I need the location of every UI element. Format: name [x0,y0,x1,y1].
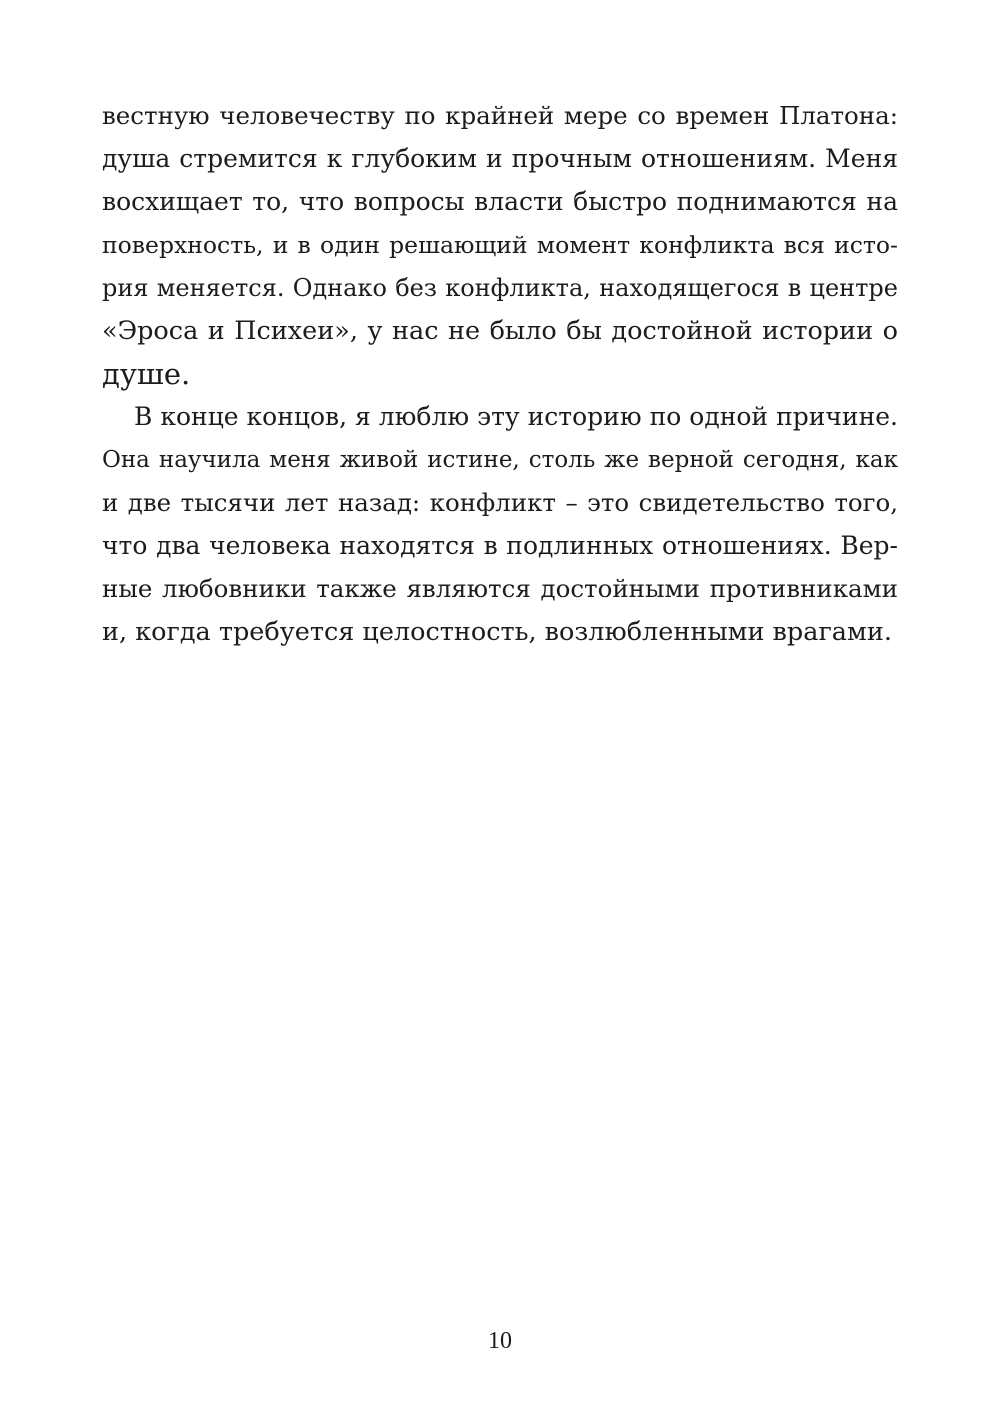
text-line: восхищает то, что вопросы власти быстро поднимаются на [102,187,898,216]
text-line: В конце концов, я люблю эту историю по одной причине. [134,402,898,431]
text-line: и две тысячи лет назад: конфликт – это свидетельство того, [102,488,898,517]
text-line: душе. [102,357,191,391]
text-line: рия меняется. Однако без конфликта, находящегося в центре [102,274,898,302]
text-line: ные любовники также являются достойными противниками [102,574,898,603]
text-line: Она научила меня живой истине, столь же верной сегодня, как [102,447,898,473]
text-line: душа стремится к глубоким и прочным отношениям. Меня [102,144,898,173]
text-line: что два человека находятся в подлинных отношениях. Вер- [102,531,898,560]
text-line: «Эроса и Психеи», у нас не было бы достойной истории о [102,316,898,346]
text-line: и, когда требуется целостность, возлюбленными врагами. [102,617,892,647]
text-line: поверхность, и в один решающий момент конфликта вся исто- [102,231,898,259]
page-number: 10 [488,1328,512,1354]
text-line: вестную человечеству по крайней мере со времен Платона: [102,101,898,130]
